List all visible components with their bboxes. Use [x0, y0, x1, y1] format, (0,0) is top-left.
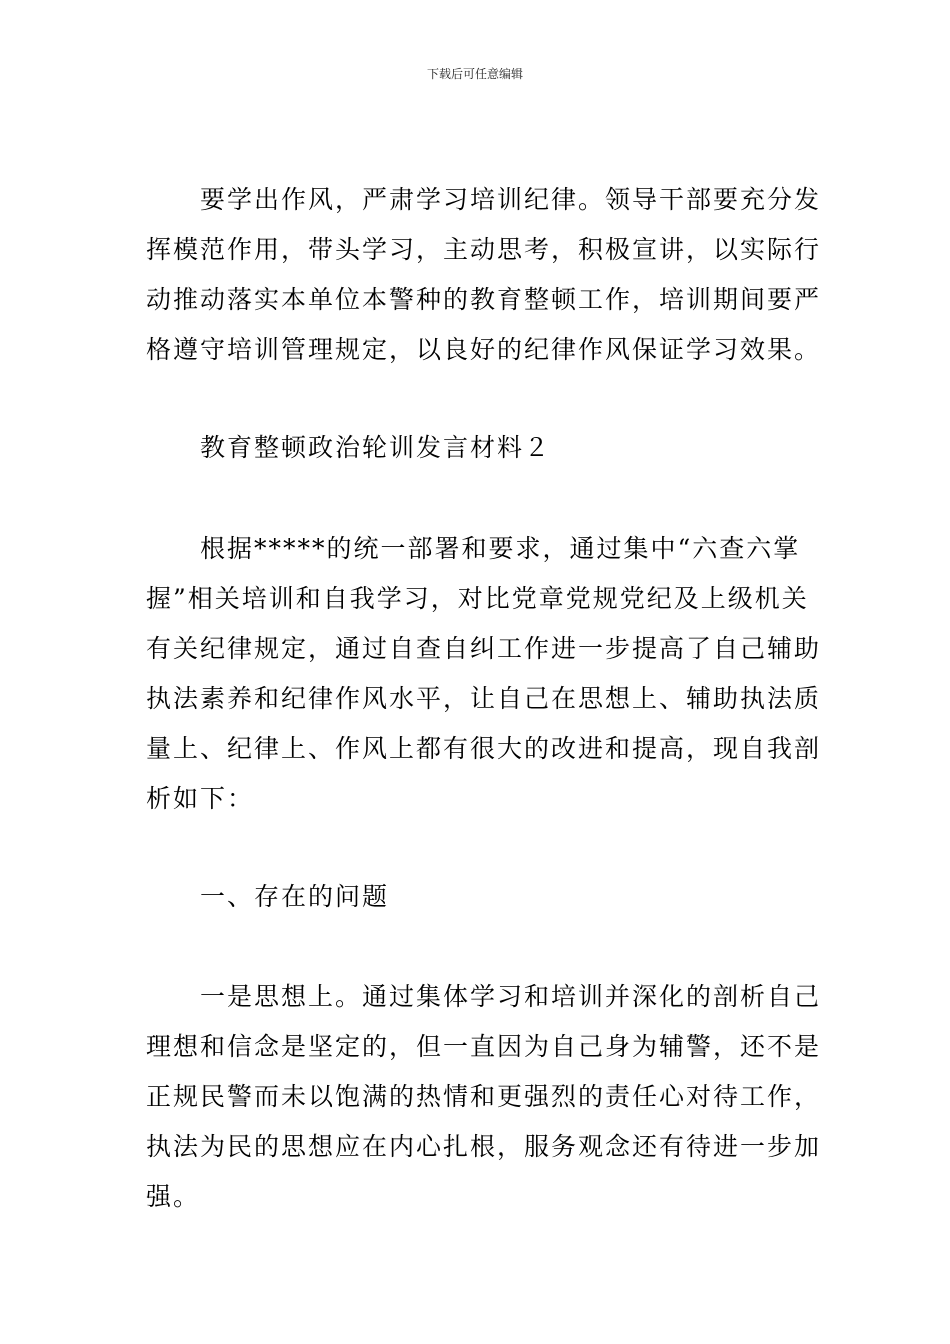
text-line: 执法素养和纪律作风水平，让自己在思想上、辅助执法质 [146, 684, 822, 713]
text-line: 析如下： [146, 784, 255, 813]
paragraph-study-discipline [146, 175, 822, 375]
page-header: 下载后可任意编辑 [426, 67, 523, 81]
text-line: 执法为民的思想应在内心扎根，服务观念还有待进一步加 [146, 1132, 822, 1161]
text-line: 有关纪律规定，通过自查自纠工作进一步提高了自己辅助 [146, 634, 822, 663]
text-line: 挥模范作用，带头学习，主动思考，积极宣讲，以实际行 [146, 235, 822, 264]
paragraph-introduction [146, 524, 822, 824]
text-line: 格遵守培训管理规定，以良好的纪律作风保证学习效果。 [146, 335, 822, 364]
text-line: 正规民警而未以饱满的热情和更强烈的责任心对待工作， [146, 1082, 822, 1111]
text-line: 动推动落实本单位本警种的教育整顿工作，培训期间要严 [146, 285, 822, 314]
text-line: 握”相关培训和自我学习，对比党章党规党纪及上级机关 [146, 584, 809, 613]
text-line: 理想和信念是坚定的，但一直因为自己身为辅警，还不是 [146, 1032, 822, 1061]
document-title: 教育整顿政治轮训发言材料２ [200, 433, 552, 462]
paragraph-ideology [146, 972, 822, 1222]
section-heading: 一、存在的问题 [200, 882, 390, 911]
text-line: 根据*****的统一部署和要求，通过集中“六查六掌 [200, 534, 801, 563]
text-line: 一是思想上。通过集体学习和培训并深化的剖析自己 [200, 982, 822, 1011]
text-line: 要学出作风，严肃学习培训纪律。领导干部要充分发 [200, 185, 822, 214]
text-line: 量上、纪律上、作风上都有很大的改进和提高，现自我剖 [146, 734, 822, 763]
text-line: 强。 [146, 1182, 201, 1211]
